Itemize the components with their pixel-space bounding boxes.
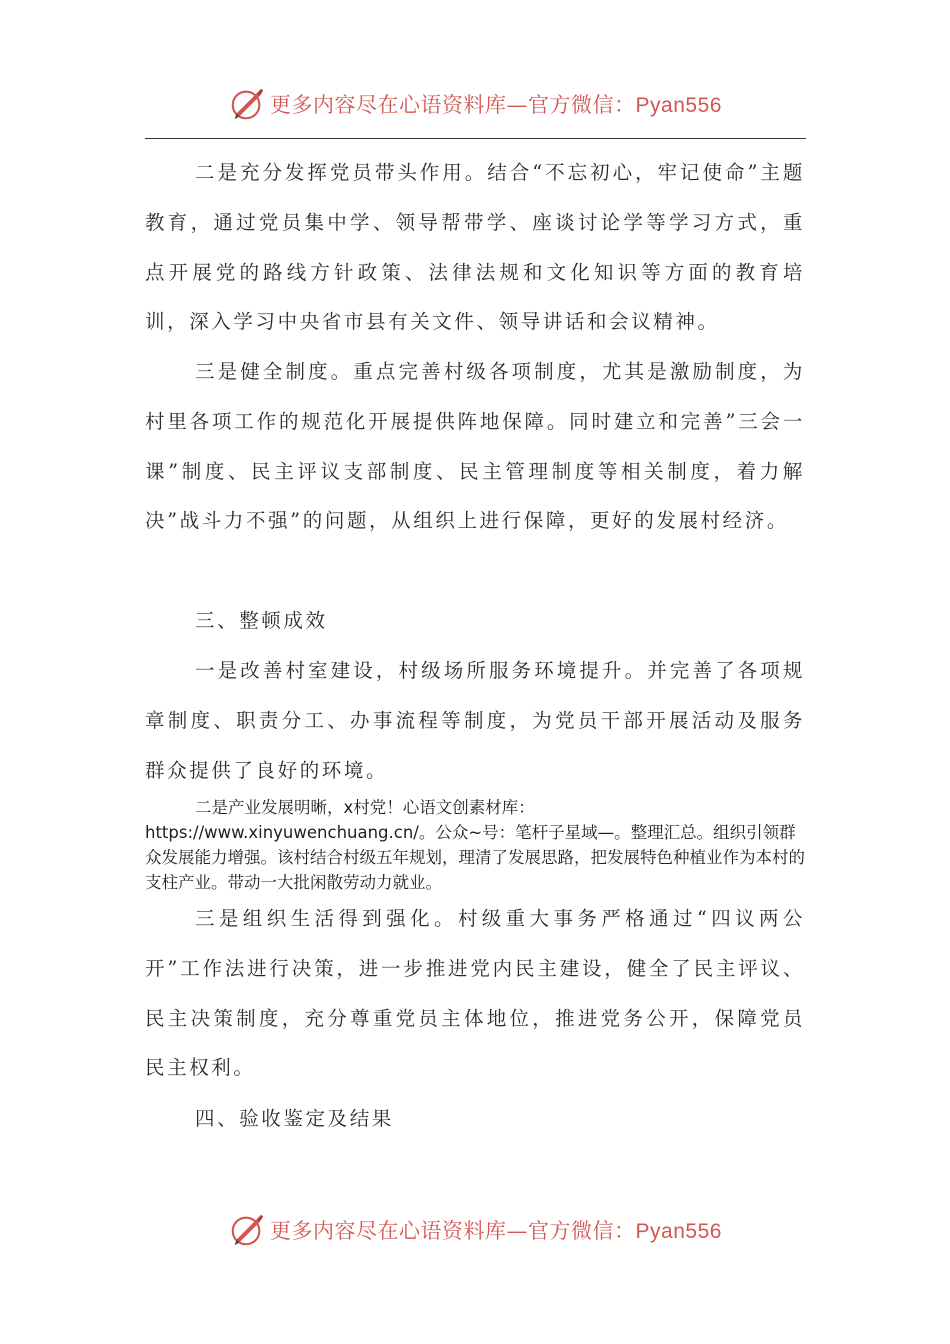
paragraph-organizational-life: 三是组织生活得到强化。村级重大事务严格通过“四议两公开”工作法进行决策，进一步推进党内民主建设，健全了民主评议、民主决策制度，充分尊重党员主体地位，推进党务公开，保障党员民主权利。 (145, 907, 805, 1080)
paragraph-industry-development: 二是产业发展明晰，x村党！心语文创素材库：https://www.xinyuwenchuang.cn/。公众~号：笔杆子星域—。整理汇总。组织引领群众发展能力增强。该村结合村级五年规划，理清了发展思路，把发展特色种植业作为本村的支柱产业。带动一大批闲散劳动力就业。 (145, 798, 805, 892)
banner-text: 更多内容尽在心语资料库—官方微信：Pyan556 (270, 93, 722, 117)
paragraph-system-improvement: 三是健全制度。重点完善村级各项制度，尤其是激励制度，为村里各项工作的规范化开展提供阵地保障。同时建立和完善”三会一课”制度、民主评议支部制度、民主管理制度等相关制度，着力解决”战斗力不强”的问题，从组织上进行保障，更好的发展村经济。 (145, 360, 805, 533)
pen-logo-icon (228, 85, 266, 123)
pen-logo-icon (228, 1211, 266, 1249)
header-banner (0, 82, 950, 126)
footer-banner (0, 1208, 950, 1252)
section-heading-acceptance: 四、验收鉴定及结果 (195, 1107, 394, 1130)
banner-text: 更多内容尽在心语资料库—官方微信：Pyan556 (270, 1219, 722, 1243)
wechat-id: Pyan556 (635, 1220, 722, 1243)
paragraph-village-facilities: 一是改善村室建设，村级场所服务环境提升。并完善了各项规章制度、职责分工、办事流程等制度，为党员干部开展活动及服务群众提供了良好的环境。 (145, 659, 805, 782)
paragraph-party-members: 二是充分发挥党员带头作用。结合“不忘初心，牢记使命”主题教育，通过党员集中学、领导帮带学、座谈讨论学等学习方式，重点开展党的路线方针政策、法律法规和文化知识等方面的教育培训，深入学习中央省市县有关文件、领导讲话和会议精神。 (145, 161, 805, 334)
wechat-id: Pyan556 (635, 94, 722, 117)
section-heading-results: 三、整顿成效 (195, 609, 328, 632)
header-divider (145, 138, 806, 139)
